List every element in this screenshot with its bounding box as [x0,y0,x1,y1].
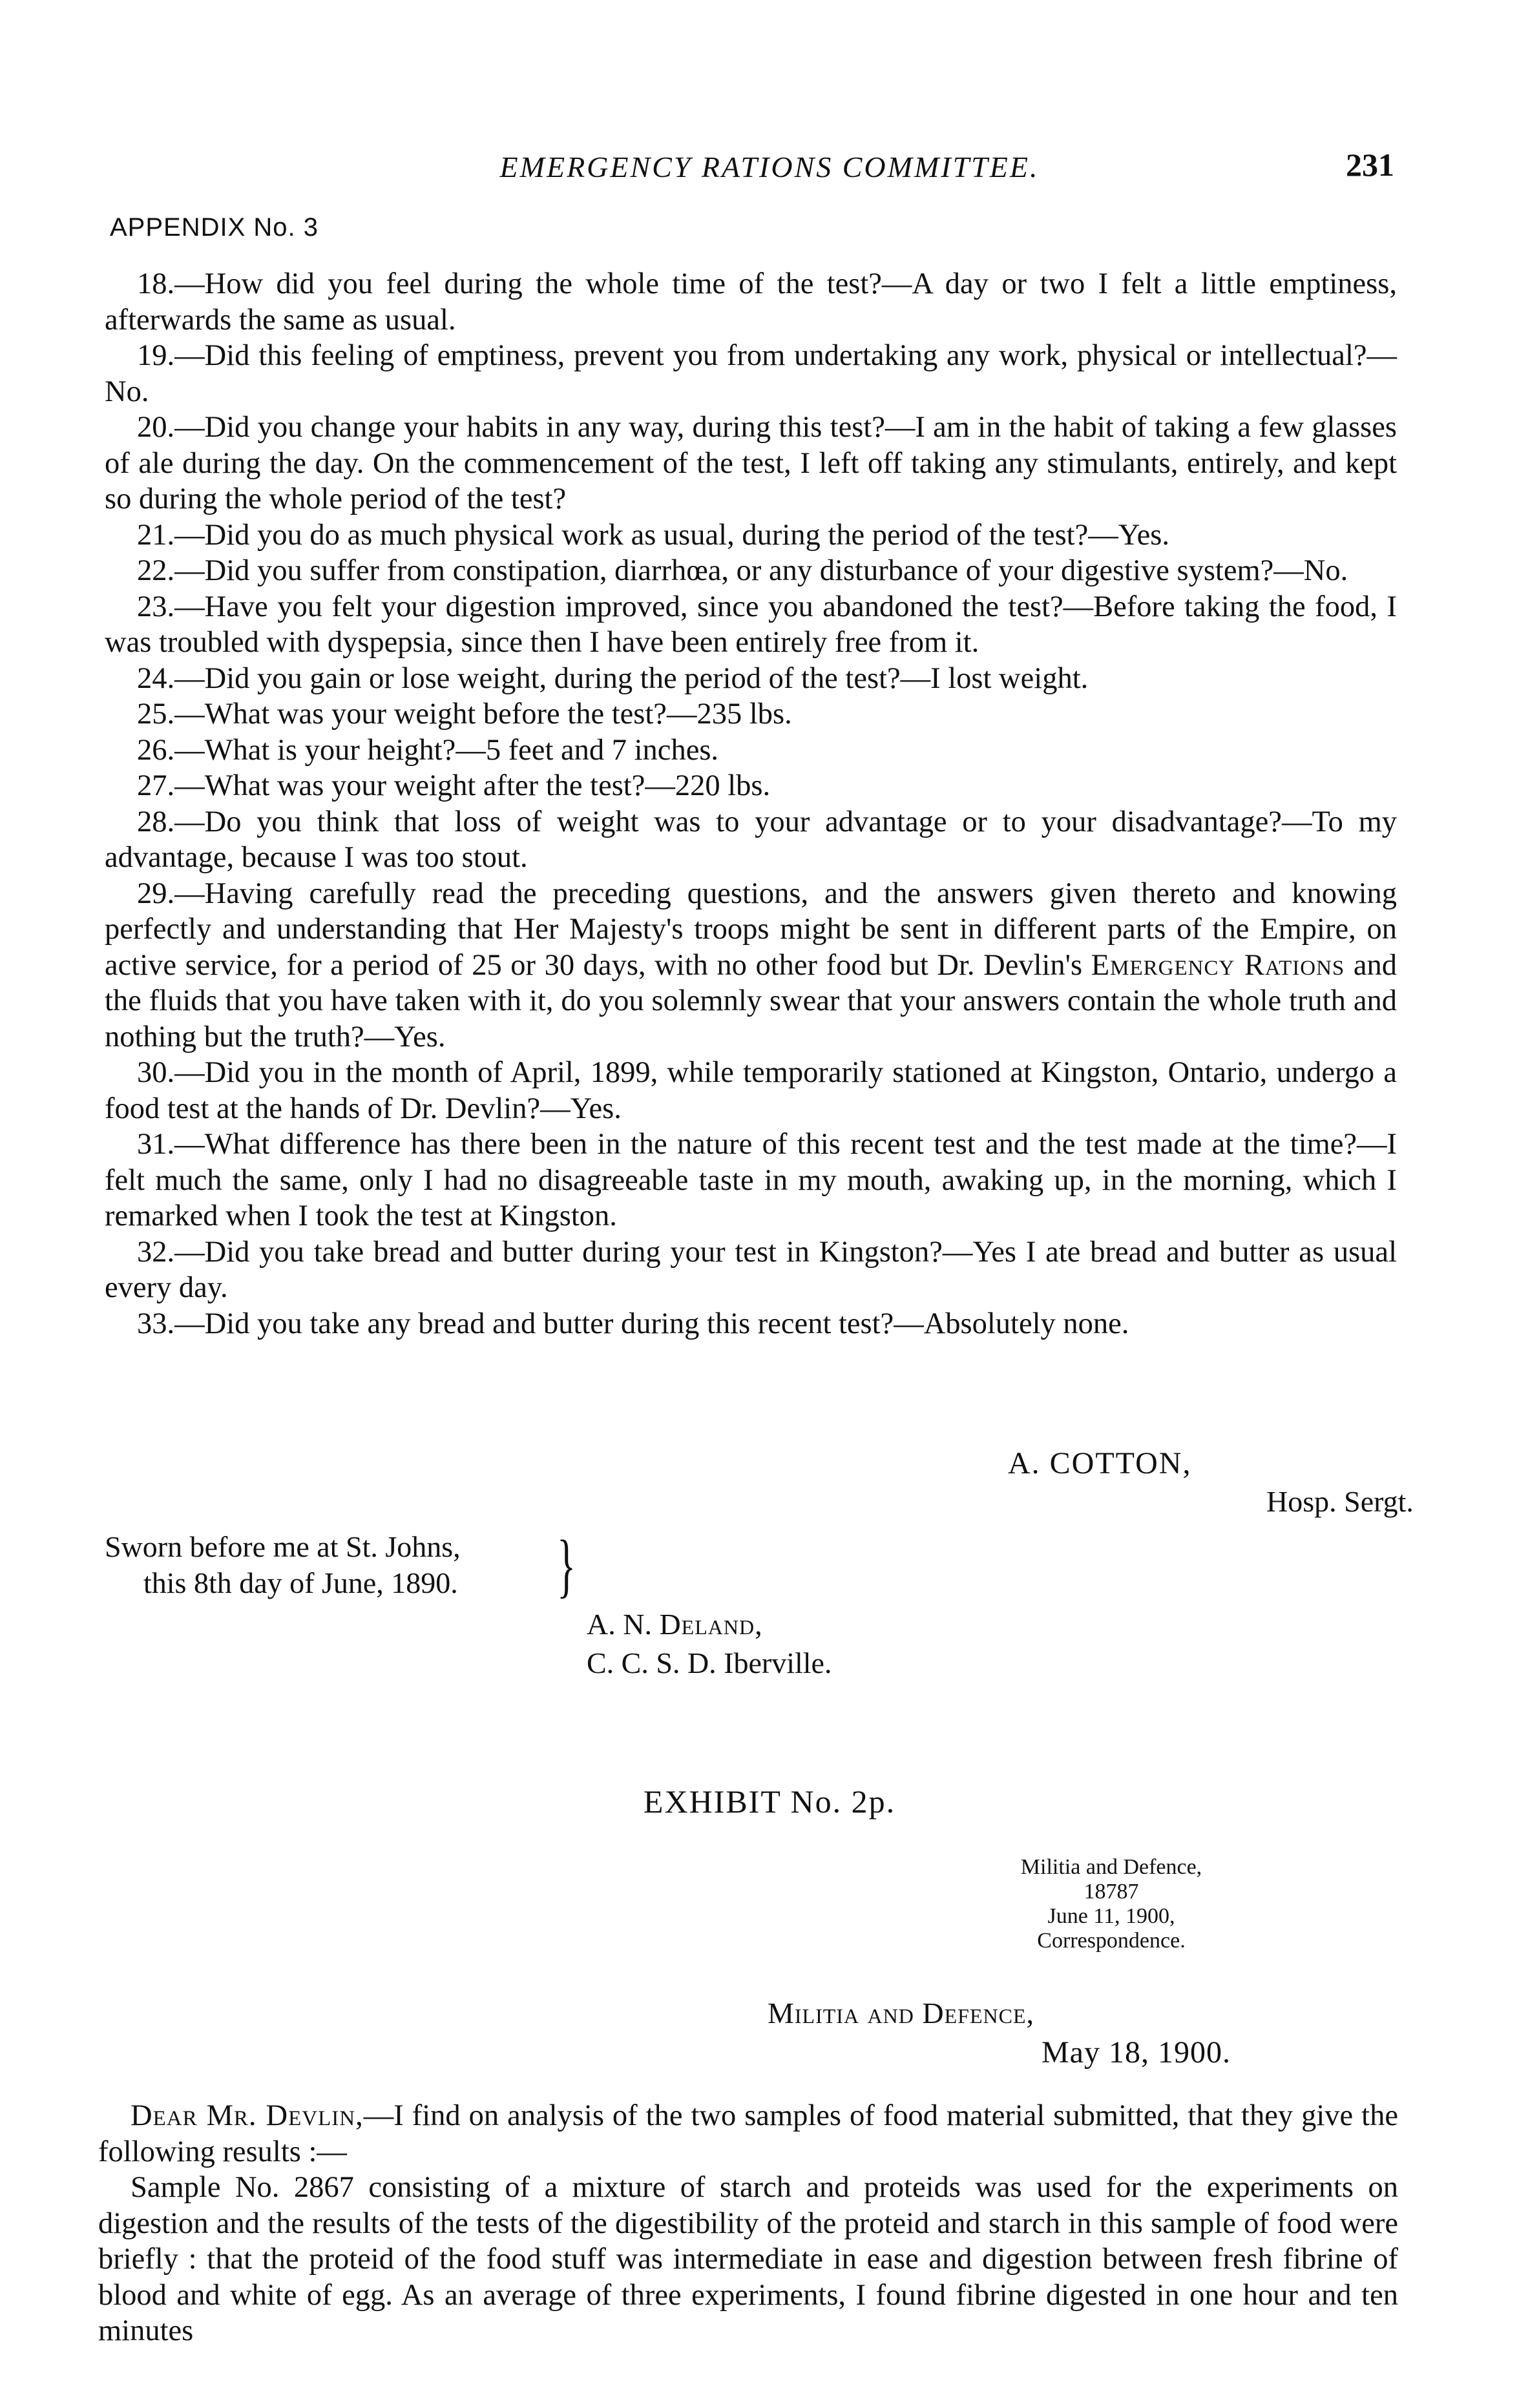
qa-paragraph: 33.—Did you take any bread and butter during this recent test?—Absolutely none. [137,1307,1129,1340]
qa-paragraph: 25.—What was your weight before the test?—235 lbs. [137,698,792,731]
qa-paragraph: 32.—Did you take bread and butter during your test in Kingston?—Yes I ate bread and butter as usual every day. [105,1235,1397,1304]
qa-paragraph-29 [105,876,1397,1055]
signature-name: A. COTTON, [1008,1446,1192,1480]
signature-title: Hosp. Sergt. [1266,1485,1414,1518]
qa-paragraph: 20.—Did you change your habits in any way, during this test?—I am in the habit of taking a few glasses of ale during the day. On the commencement of the test, I left off taking any stimulants, entirely, and kept so during the whole period of the test? [105,411,1397,515]
qa-paragraph: 30.—Did you in the month of April, 1899, while temporarily stationed at Kingston, Ontario, undergo a food test at the hands of Dr. Devlin?—Yes. [105,1056,1397,1125]
commissioner-initials: A. N. [587,1608,660,1641]
page-number: 231 [1346,147,1394,183]
letter-body [98,2098,1398,2349]
appendix-label: APPENDIX No. 3 [110,213,319,242]
qa-paragraph: 28.—Do you think that loss of weight was to your advantage or to your disadvantage?—To my advantage, because I was too stout. [105,805,1397,874]
commissioner-name [587,1607,763,1641]
letter-para1-text: —I find on analysis of the two samples of food material submitted, that they give the following results :— [98,2099,1398,2168]
qa-paragraph: 21.—Did you do as much physical work as usual, during the period of the test?—Yes. [137,518,1170,552]
q29-text-before: 29.—Having carefully read the preceding questions, and the answers given thereto and knowing perfectly and understanding that Her Majesty's troops might be sent in different parts of the Empire, on active service, for a period of 25 or 30 days, with no other food but Dr. Devlin's [105,877,1397,982]
letter-salutation: Dear Mr. Devlin, [131,2099,364,2132]
testimony-body [105,266,1397,1342]
letter-paragraph-2: Sample No. 2867 consisting of a mixture of starch and proteids was used for the experiments on digestion and the results of the tests of the digestibility of the proteid and starch in this sample of food were briefly : that the proteid of the food stuff was intermediate in ease and digestion between fresh fibrine of blood and white of egg. As an average of three experiments, I found fibrine digested in one hour and ten minutes [98,2171,1398,2347]
file-reference-line: Militia and Defence, [1020,1855,1202,1879]
qa-paragraph: 24.—Did you gain or lose weight, during the period of the test?—I lost weight. [137,661,1089,695]
commissioner-surname: Deland, [659,1608,763,1641]
brace-glyph: } [557,1526,576,1604]
qa-paragraph: 23.—Have you felt your digestion improved, since you abandoned the test?—Before taking the food, I was troubled with dyspepsia, since then I have been entirely free from it. [105,590,1397,659]
qa-paragraph: 31.—What difference has there been in the nature of this recent test and the test made at the time?—I felt much the same, only I had no disagreeable taste in my mouth, awaking up, in the morning, which I remarked when I took the test at Kingston. [105,1128,1397,1232]
running-header-title: EMERGENCY RATIONS COMMITTEE. [499,150,1040,183]
qa-paragraph: 26.—What is your height?—5 feet and 7 inches. [137,733,719,767]
letter-paragraph-1 [98,2098,1398,2170]
letter-department: Militia and Defence, [768,1997,1035,2029]
commissioner-title: C. C. S. D. Iberville. [587,1646,832,1679]
qa-paragraph: 27.—What was your weight after the test?—220 lbs. [137,769,771,802]
qa-paragraph: 22.—Did you suffer from constipation, diarrhœa, or any disturbance of your digestive system?—No. [137,554,1348,587]
file-reference-line: June 11, 1900, [1047,1904,1175,1928]
q29-text-after: and the fluids that you have taken with it, do you solemnly swear that your answers contain the whole truth and nothing but the truth?—Yes. [105,948,1397,1054]
qa-paragraph: 19.—Did this feeling of emptiness, prevent you from undertaking any work, physical or intellectual?—No. [105,339,1397,408]
qa-paragraph: 18.—How did you feel during the whole time of the test?—A day or two I felt a little emptiness, afterwards the same as usual. [105,267,1397,337]
file-reference-line: Correspondence. [1037,1929,1186,1953]
emergency-rations-smallcaps: Emergency Rations [1091,948,1345,982]
sworn-line-1: Sworn before me at St. Johns, [105,1530,461,1563]
letter-date: May 18, 1900. [1042,2035,1231,2070]
sworn-line-2: this 8th day of June, 1890. [143,1566,458,1599]
file-reference-line: 18787 [1084,1880,1139,1904]
exhibit-heading: EXHIBIT No. 2p. [643,1783,896,1820]
